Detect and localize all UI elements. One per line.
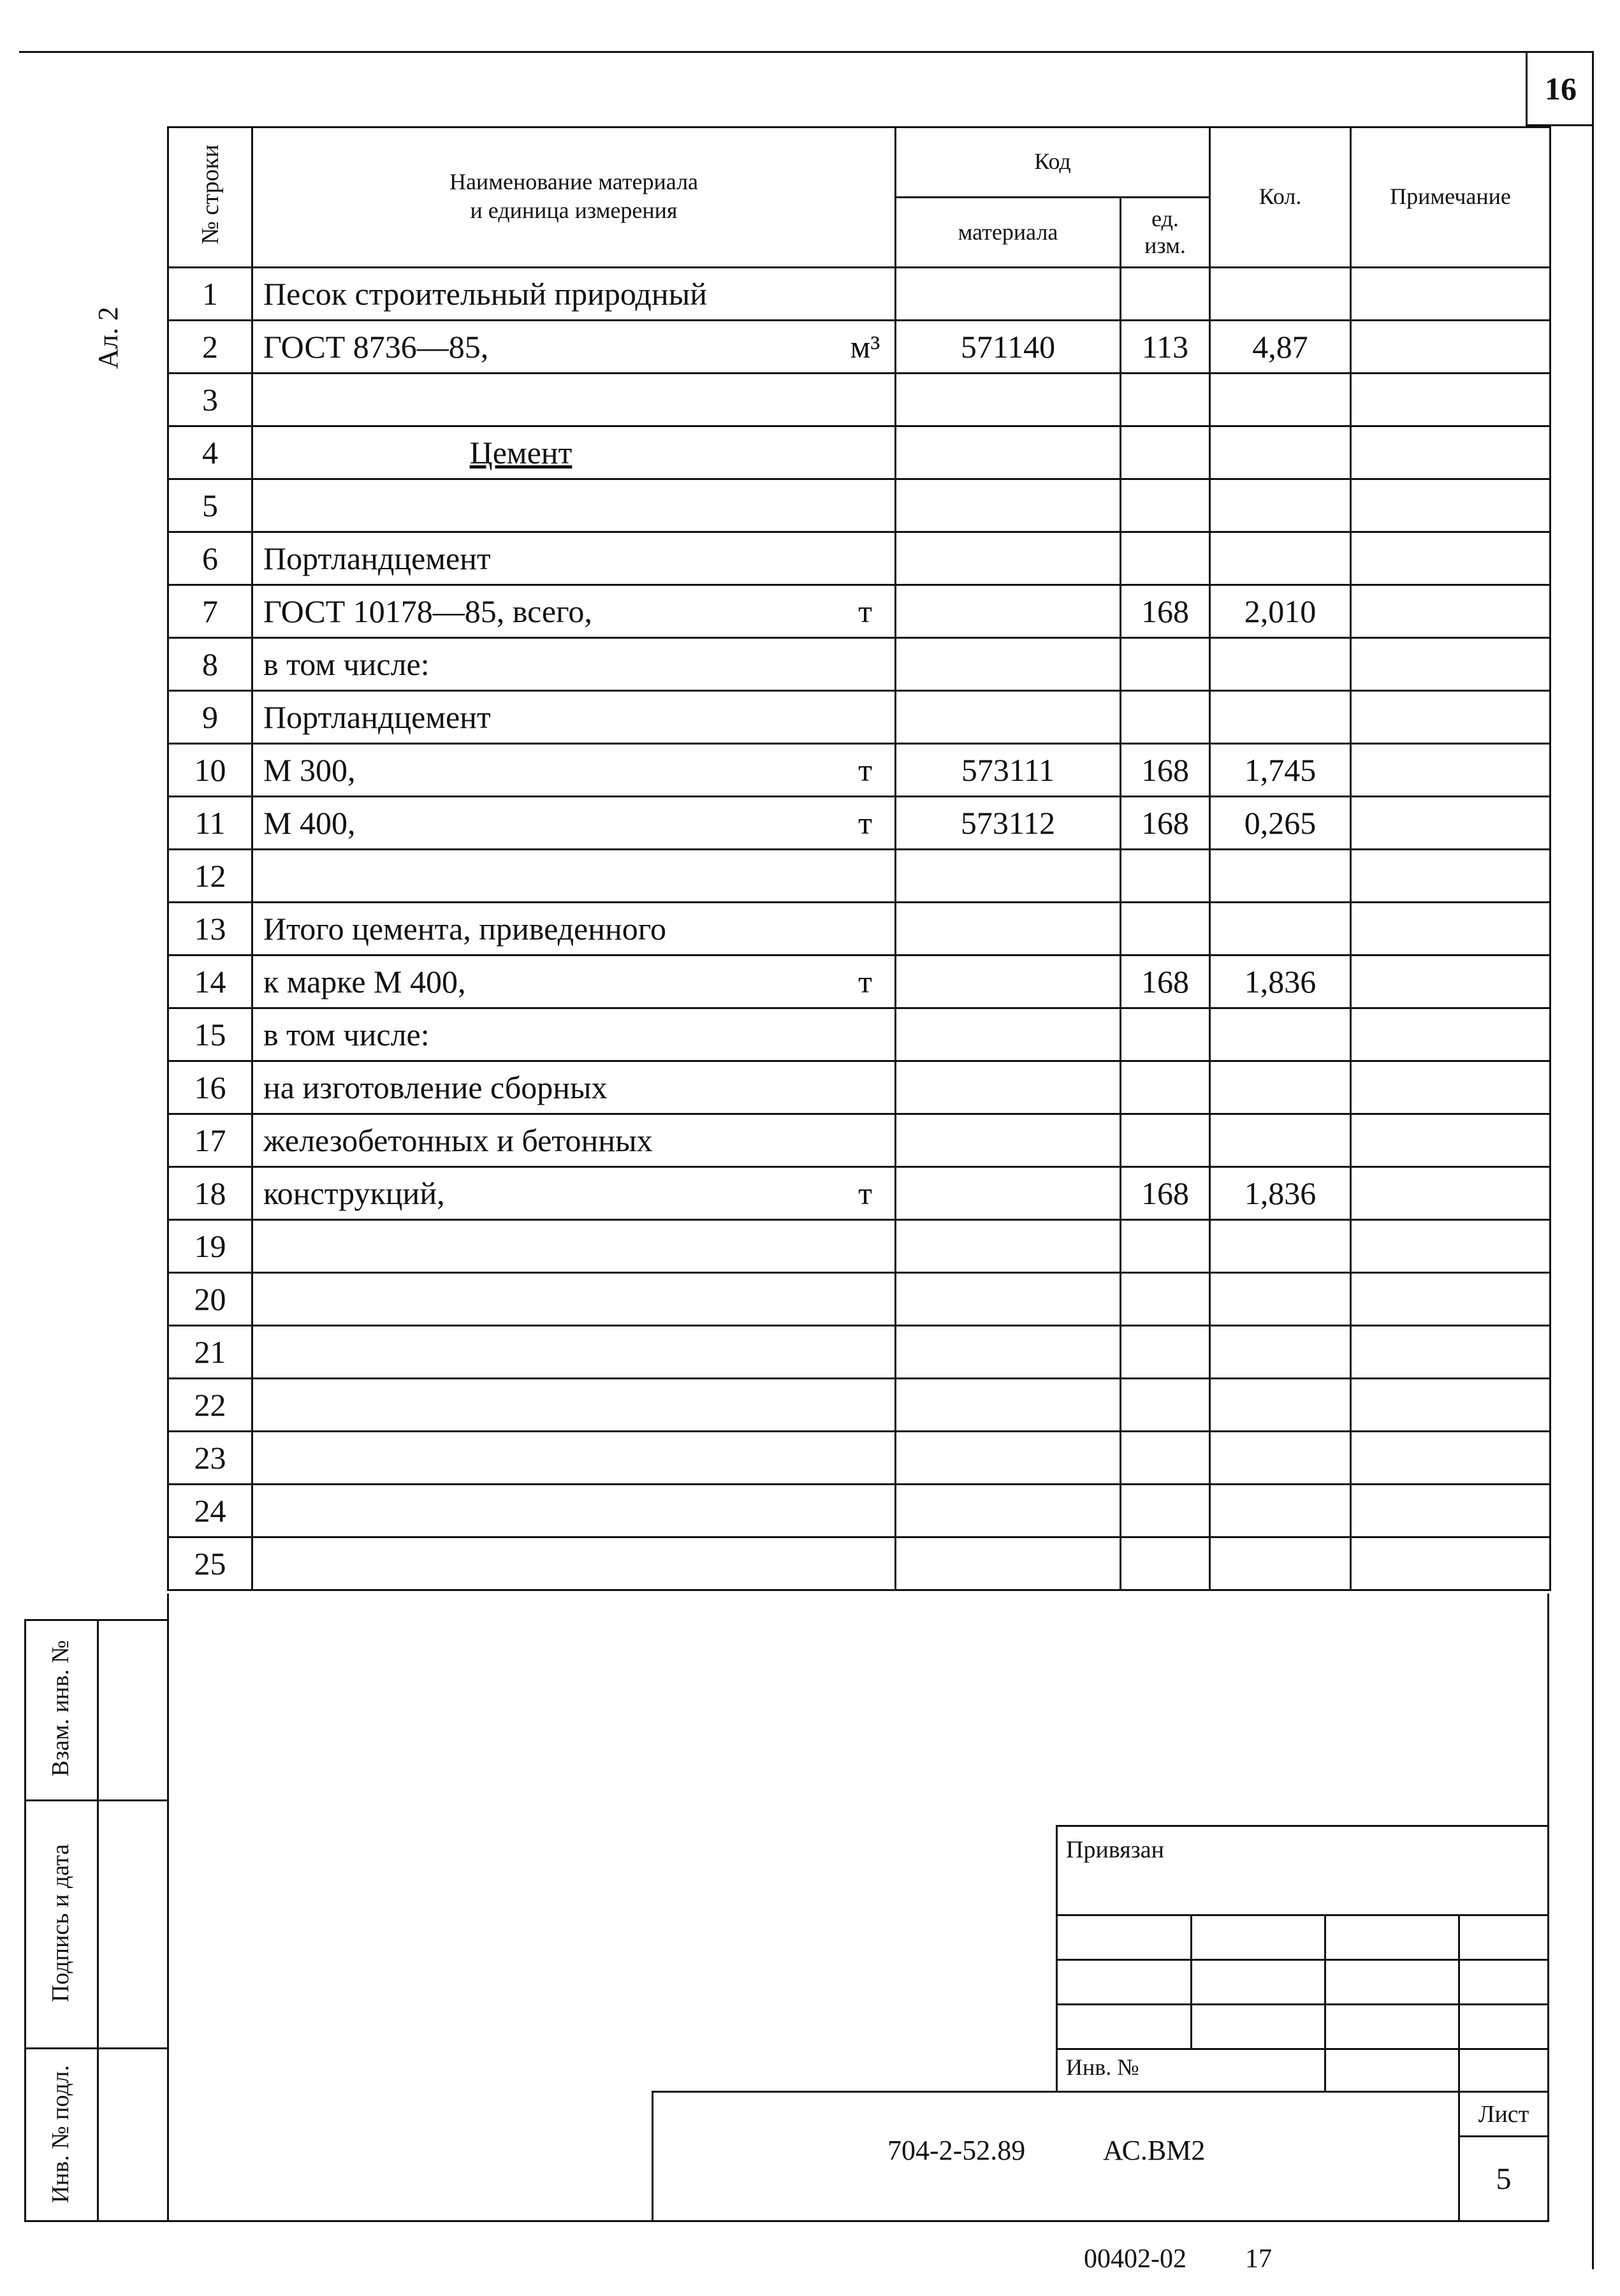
material-code xyxy=(896,1168,1120,1219)
material-code xyxy=(896,639,1120,690)
note xyxy=(1352,586,1549,637)
material-code xyxy=(896,1221,1120,1272)
note xyxy=(1352,1009,1549,1060)
material-name xyxy=(253,1485,789,1536)
tb-grid-h1 xyxy=(1056,1914,1549,1916)
material-name: в том числе: xyxy=(263,646,430,682)
frame-right-lower xyxy=(1547,1594,1549,2222)
table-header-code-divider xyxy=(894,196,1209,198)
material-code: 571140 xyxy=(960,329,1056,365)
unit-symbol xyxy=(837,850,893,901)
row-number: 14 xyxy=(194,964,226,999)
quantity xyxy=(1211,1221,1350,1272)
note xyxy=(1352,903,1549,954)
tb-grid-h4 xyxy=(1056,2048,1549,2050)
side-label: Ал. 2 xyxy=(92,307,124,369)
unit-symbol xyxy=(837,1538,893,1589)
unit-symbol xyxy=(837,1274,893,1325)
unit-code xyxy=(1121,1221,1209,1272)
tb-grid-v2 xyxy=(1324,1914,1326,2093)
side-stamp-vzam: Взам. инв. № xyxy=(47,1639,74,1777)
tb-grid-h3 xyxy=(1056,2003,1549,2005)
unit-code xyxy=(1121,427,1209,478)
unit-code xyxy=(1121,1485,1209,1536)
note xyxy=(1352,692,1549,743)
note xyxy=(1352,745,1549,796)
unit-code xyxy=(1121,1115,1209,1166)
tb-grid-v1 xyxy=(1190,1914,1192,2048)
header-name: Наименование материала и единица измерения xyxy=(449,169,699,223)
quantity: 0,265 xyxy=(1244,805,1317,841)
page-number: 16 xyxy=(1545,71,1577,106)
table-col-line xyxy=(1549,126,1551,1591)
material-code xyxy=(896,427,1120,478)
unit-code xyxy=(1121,533,1209,584)
quantity xyxy=(1211,480,1350,531)
unit-symbol xyxy=(837,1009,893,1060)
note xyxy=(1352,956,1549,1007)
unit-code xyxy=(1121,692,1209,743)
unit-code: 168 xyxy=(1141,964,1189,999)
material-code: 573112 xyxy=(960,805,1056,841)
unit-code xyxy=(1121,374,1209,425)
row-number: 3 xyxy=(202,382,218,418)
note xyxy=(1352,1062,1549,1113)
row-number: 18 xyxy=(194,1175,226,1211)
material-name: железобетонных и бетонных xyxy=(263,1123,653,1158)
note xyxy=(1352,321,1549,372)
side-stamp-mid xyxy=(97,1619,99,2221)
note xyxy=(1352,1115,1549,1166)
quantity xyxy=(1211,1432,1350,1483)
note xyxy=(1352,1538,1549,1589)
note xyxy=(1352,1485,1549,1536)
material-code xyxy=(896,956,1120,1007)
row-number: 13 xyxy=(194,911,226,947)
material-name: М 400, xyxy=(263,805,356,841)
row-number: 4 xyxy=(202,435,218,470)
material-name xyxy=(253,480,789,531)
material-code xyxy=(896,374,1120,425)
material-name xyxy=(253,1379,789,1430)
unit-code: 168 xyxy=(1141,805,1189,841)
quantity xyxy=(1211,903,1350,954)
row-number: 23 xyxy=(194,1440,226,1476)
row-number: 25 xyxy=(194,1546,226,1581)
unit-code xyxy=(1121,1432,1209,1483)
header-unit: ед. изм. xyxy=(1144,206,1186,258)
unit-symbol: т xyxy=(858,1175,872,1211)
material-code xyxy=(896,586,1120,637)
quantity: 2,010 xyxy=(1244,593,1317,629)
unit-code xyxy=(1121,268,1209,319)
unit-code xyxy=(1121,850,1209,901)
row-number: 7 xyxy=(202,593,218,629)
material-name: к марке М 400, xyxy=(263,964,466,999)
quantity xyxy=(1211,1062,1350,1113)
unit-symbol xyxy=(837,1379,893,1430)
row-number: 21 xyxy=(194,1334,226,1370)
header-qty: Кол. xyxy=(1259,183,1302,209)
row-number: 17 xyxy=(194,1123,226,1158)
table-row-line xyxy=(167,1589,1549,1591)
unit-code: 168 xyxy=(1141,1175,1189,1211)
row-number: 2 xyxy=(202,329,218,365)
unit-symbol xyxy=(837,1221,893,1272)
tb-doc-mark: АС.ВМ2 xyxy=(1103,2135,1206,2166)
tb-grid-h2 xyxy=(1056,1959,1549,1961)
row-number: 15 xyxy=(194,1017,226,1052)
material-name: на изготовление сборных xyxy=(263,1070,608,1105)
quantity xyxy=(1211,1115,1350,1166)
material-code xyxy=(896,1538,1120,1589)
footer-code: 00402-02 xyxy=(1084,2244,1186,2274)
unit-symbol: м³ xyxy=(850,329,880,365)
tb-privyazan: Привязан xyxy=(1066,1836,1164,1863)
note xyxy=(1352,1432,1549,1483)
note xyxy=(1352,268,1549,319)
quantity: 1,836 xyxy=(1244,964,1317,999)
header-code: Код xyxy=(1034,148,1071,174)
quantity xyxy=(1211,374,1350,425)
header-row-no: № строки xyxy=(197,144,224,245)
material-name xyxy=(253,1326,789,1377)
material-code xyxy=(896,1062,1120,1113)
tb-sheet-label: Лист xyxy=(1478,2100,1529,2128)
frame-bottom xyxy=(167,2220,1549,2222)
unit-code xyxy=(1121,639,1209,690)
unit-symbol xyxy=(837,533,893,584)
unit-symbol xyxy=(837,1062,893,1113)
material-code xyxy=(896,268,1120,319)
tb-sheet-no: 5 xyxy=(1496,2162,1512,2196)
quantity: 4,87 xyxy=(1252,329,1308,365)
quantity: 1,745 xyxy=(1244,752,1317,788)
quantity xyxy=(1211,268,1350,319)
material-code xyxy=(896,480,1120,531)
tb-lower-left xyxy=(652,2091,653,2222)
note xyxy=(1352,1379,1549,1430)
material-name: Песок строительный природный xyxy=(263,276,707,312)
table-top-border xyxy=(167,126,1549,128)
quantity xyxy=(1211,533,1350,584)
quantity xyxy=(1211,850,1350,901)
row-number: 1 xyxy=(202,276,218,312)
unit-code xyxy=(1121,903,1209,954)
material-code xyxy=(896,692,1120,743)
material-name xyxy=(253,1538,789,1589)
material-name: М 300, xyxy=(263,752,356,788)
material-name: ГОСТ 8736—85, xyxy=(263,329,489,365)
tb-top xyxy=(1056,1825,1549,1827)
unit-symbol xyxy=(837,268,893,319)
quantity xyxy=(1211,1485,1350,1536)
row-number: 20 xyxy=(194,1281,226,1317)
material-name xyxy=(253,374,789,425)
quantity xyxy=(1211,1274,1350,1325)
material-code xyxy=(896,1379,1120,1430)
note xyxy=(1352,533,1549,584)
unit-code: 113 xyxy=(1141,329,1189,365)
row-number: 22 xyxy=(194,1387,226,1423)
tb-doc-code: 704-2-52.89 xyxy=(887,2135,1026,2166)
row-number: 12 xyxy=(194,858,226,894)
material-name: Портландцемент xyxy=(263,541,491,576)
frame-left-lower xyxy=(167,1594,169,2222)
row-number: 19 xyxy=(194,1228,226,1264)
material-code xyxy=(896,1274,1120,1325)
unit-symbol xyxy=(837,903,893,954)
material-name xyxy=(253,1432,789,1483)
note xyxy=(1352,639,1549,690)
unit-symbol xyxy=(837,1432,893,1483)
side-stamp-left xyxy=(24,1619,26,2221)
unit-symbol xyxy=(837,427,893,478)
unit-code xyxy=(1121,1274,1209,1325)
side-stamp-inv-podl: Инв. № подл. xyxy=(47,2065,74,2204)
material-name: конструкций, xyxy=(263,1175,445,1211)
section-heading: Цемент xyxy=(469,435,573,470)
material-code xyxy=(896,850,1120,901)
quantity xyxy=(1211,427,1350,478)
unit-symbol: т xyxy=(858,752,872,788)
note xyxy=(1352,427,1549,478)
tb-inv-no: Инв. № xyxy=(1066,2054,1139,2080)
row-number: 6 xyxy=(202,541,218,576)
note xyxy=(1352,480,1549,531)
side-stamp-podpis: Подпись и дата xyxy=(47,1843,74,2003)
footer-num: 17 xyxy=(1245,2244,1272,2274)
note xyxy=(1352,1221,1549,1272)
unit-code xyxy=(1121,1062,1209,1113)
material-name xyxy=(253,1221,789,1272)
material-name: Портландцемент xyxy=(263,699,491,735)
row-number: 11 xyxy=(194,805,226,841)
material-name: Итого цемента, приведенного xyxy=(263,911,667,947)
unit-symbol xyxy=(837,480,893,531)
note xyxy=(1352,1168,1549,1219)
row-number: 5 xyxy=(202,488,218,523)
unit-code xyxy=(1121,1009,1209,1060)
note xyxy=(1352,797,1549,848)
unit-code xyxy=(1121,1538,1209,1589)
unit-symbol xyxy=(837,374,893,425)
material-code: 573111 xyxy=(961,752,1055,788)
note xyxy=(1352,1274,1549,1325)
row-number: 9 xyxy=(202,699,218,735)
header-note: Примечание xyxy=(1390,183,1511,209)
material-name xyxy=(253,1274,789,1325)
unit-code: 168 xyxy=(1141,752,1189,788)
unit-symbol xyxy=(837,692,893,743)
material-code xyxy=(896,1115,1120,1166)
row-number: 8 xyxy=(202,646,218,682)
unit-code xyxy=(1121,480,1209,531)
unit-code xyxy=(1121,1379,1209,1430)
unit-symbol xyxy=(837,1326,893,1377)
material-code xyxy=(896,903,1120,954)
tb-lower-top xyxy=(652,2091,1549,2093)
unit-symbol: т xyxy=(858,805,872,841)
unit-symbol xyxy=(837,1485,893,1536)
quantity xyxy=(1211,692,1350,743)
note xyxy=(1352,1326,1549,1377)
material-code xyxy=(896,1432,1120,1483)
quantity xyxy=(1211,639,1350,690)
unit-symbol xyxy=(837,1115,893,1166)
material-code xyxy=(896,1009,1120,1060)
row-number: 24 xyxy=(194,1493,226,1529)
unit-code: 168 xyxy=(1141,593,1189,629)
quantity xyxy=(1211,1009,1350,1060)
material-code xyxy=(896,1485,1120,1536)
material-name xyxy=(253,850,789,901)
note xyxy=(1352,850,1549,901)
quantity: 1,836 xyxy=(1244,1175,1317,1211)
unit-symbol xyxy=(837,639,893,690)
quantity xyxy=(1211,1538,1350,1589)
material-name: в том числе: xyxy=(263,1017,430,1052)
note xyxy=(1352,374,1549,425)
material-code xyxy=(896,533,1120,584)
header-material: материала xyxy=(958,219,1058,245)
row-number: 16 xyxy=(194,1070,226,1105)
unit-symbol: т xyxy=(858,593,872,629)
unit-symbol: т xyxy=(858,964,872,999)
material-code xyxy=(896,1326,1120,1377)
material-name: ГОСТ 10178—85, всего, xyxy=(263,593,592,629)
row-number: 10 xyxy=(194,752,226,788)
quantity xyxy=(1211,1379,1350,1430)
unit-code xyxy=(1121,1326,1209,1377)
quantity xyxy=(1211,1326,1350,1377)
